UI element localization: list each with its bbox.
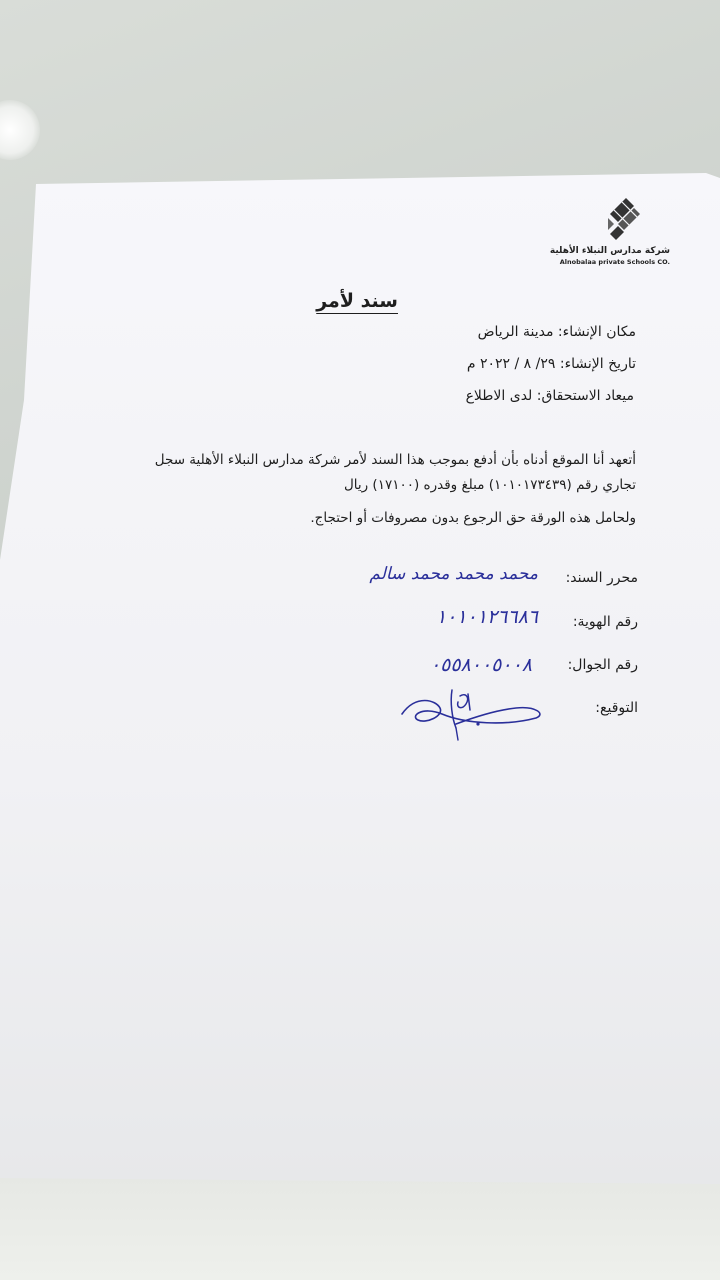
issuer-label: محرر السند:: [565, 570, 638, 586]
issuer-handwritten: محمد محمد محمد سالم: [369, 564, 538, 584]
signature-label: التوقيع:: [595, 700, 638, 716]
id-label: رقم الهوية:: [572, 614, 638, 630]
company-logo: [549, 196, 670, 274]
handwritten-signature: [396, 684, 548, 744]
id-handwritten: ١٠١٠١٢٦٦٨٦: [435, 606, 538, 628]
document-title: سند لأمر: [316, 290, 398, 312]
company-name-english: Alnobalaa private Schools CO.: [559, 258, 670, 266]
body-line-2: تجاري رقم (١٠١٠١٧٣٤٣٩) مبلغ وقدره (١٧١٠٠) ريال: [343, 477, 636, 493]
body-line-1: أتعهد أنا الموقع أدناه بأن أدفع بموجب هذا السند لأمر شركة مدارس النبلاء الأهلية سجل: [154, 452, 636, 468]
body-line-3: ولحامل هذه الورقة حق الرجوع بدون مصروفات أو احتجاج.: [310, 510, 636, 526]
place-of-issue: مكان الإنشاء: مدينة الرياض: [477, 324, 636, 340]
mobile-handwritten: ٠٥٥٨٠٠٥٠٠٨: [429, 654, 532, 676]
date-of-issue: تاريخ الإنشاء: ٢٩/ ٨ / ٢٠٢٢ م: [466, 356, 636, 372]
due-date: ميعاد الاستحقاق: لدى الاطلاع: [465, 388, 634, 404]
mobile-label: رقم الجوال:: [567, 657, 638, 673]
logo-mark-icon: [604, 196, 644, 244]
company-name-arabic: شركة مدارس النبلاء الأهلية: [549, 246, 670, 256]
